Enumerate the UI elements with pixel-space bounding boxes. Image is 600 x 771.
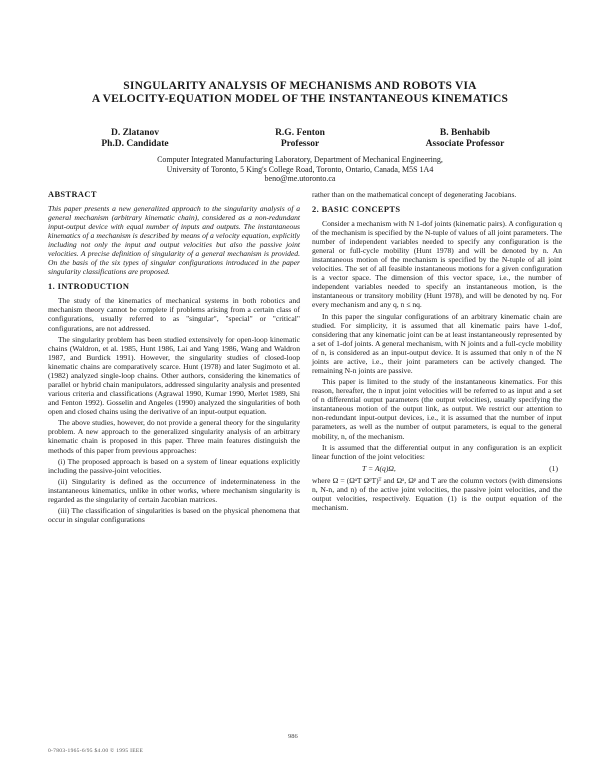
right-column: [312, 190, 562, 514]
left-column: [48, 190, 300, 527]
equation-number: (1): [549, 464, 558, 474]
equation-explanation: where Ω = (ΩᵃT ΩᵖT)ᵀ and Ωᵃ, Ωᵖ and T are the column vectors (with dimensions n, N-n, and n) of the active joint velocities, the passive joint velocities, and the output velocities, respectively. Equation (1) is the output equation of the mechanism.: [312, 476, 562, 513]
paper-title-line-1: SINGULARITY ANALYSIS OF MECHANISMS AND ROBOTS VIA: [123, 80, 477, 92]
affiliation-line-1: Computer Integrated Manufacturing Laboratory, Department of Mechanical Engineering,: [157, 155, 443, 164]
author-fenton: [225, 128, 375, 150]
page-number: 986: [288, 733, 298, 740]
continued-text: rather than on the mathematical concept of degenerating Jacobians.: [312, 190, 517, 199]
output-equation: [312, 463, 562, 474]
author-role: Professor: [280, 139, 320, 149]
author-role: Associate Professor: [425, 139, 505, 149]
equation-body: T = A(q)Ω,: [362, 464, 396, 474]
basic-concepts-heading: 2. BASIC CONCEPTS: [312, 205, 401, 215]
author-name: B. Benhabib: [439, 128, 491, 138]
author-name: D. Zlatanov: [110, 128, 160, 138]
author-benhabib: [390, 128, 540, 150]
paper-title-line-2: A VELOCITY-EQUATION MODEL OF THE INSTANTANEOUS KINEMATICS: [91, 93, 509, 105]
author-role: Ph.D. Candidate: [101, 139, 169, 149]
author-name: R.G. Fenton: [275, 128, 325, 138]
author-zlatanov: [60, 128, 210, 150]
copyright-notice: 0-7803-1965-6/95 $4.00 © 1995 IEEE: [48, 748, 144, 754]
author-list: [60, 128, 540, 150]
introduction-heading: 1. INTRODUCTION: [48, 282, 130, 292]
intro-paragraph-1: The study of the kinematics of mechanical systems in both robotics and mechanism theory cannot be complete if problems arising from a certain class of configurations, usually referred to as "singular", "special" or "critical" configurations, are not addressed.: [48, 296, 300, 333]
affiliation-line-2: University of Toronto, 5 King's College Road, Toronto, Ontario, Canada, M5S 1A4: [166, 164, 434, 174]
feature-item-iii: (iii) The classification of singularities is based on the physical phenomena that occur in singular configurations: [48, 506, 300, 525]
basic-paragraph-3: This paper is limited to the study of the instantaneous kinematics. For this reason, hereafter, the n input joint velocities will be referred to as input and a set of n differential output parameters (the output velocities), usually specifying the instantaneous motion of the output link, as output. We restrict our attention to non-redundant input-output devices, i.e., it is assumed that the number of input parameters, as well as the number of output parameters, is equal to the general mobility, n, of the mechanism.: [312, 377, 562, 441]
affiliation: [60, 155, 540, 184]
affiliation-email: beno@me.utoronto.ca: [264, 174, 336, 184]
basic-paragraph-1: Consider a mechanism with N 1-dof joints (kinematic pairs). A configuration q of the mechanism is specified by the N-tuple of values of all joint parameters. The number of independent variables needed to specify any configuration is the general or full-cycle mobility (Hunt 1978) and will be denoted by n. An instantaneous motion of the mechanism is specified by the N-tuple of all joint velocities. The set of all feasible instantaneous motions for a given configuration is a vector space. The dimension of this vector space, i.e., the number of independent variables needed to specify an instantaneous motion, is the instantaneous or transitory mobility (Hunt 1978), and will be denoted by nq. For every mechanism and any q, n ≤ nq.: [312, 219, 562, 310]
basic-paragraph-4: It is assumed that the differential output in any configuration is an explicit linear function of the joint velocities:: [312, 442, 562, 461]
abstract-text: This paper presents a new generalized approach to the singularity analysis of a general mechanism (arbitrary kinematic chain), considered as a non-redundant input-output device with equal number of inputs and outputs. The instantaneous kinematics of a mechanism is described by means of a velocity equation, explicitly including not only the input and output velocities but also the passive joint velocities. A precise definition of singularity of a general mechanism is provided. On the basis of the six types of singular configurations introduced in the paper singularity classifications are proposed.: [48, 204, 300, 277]
abstract-heading: ABSTRACT: [48, 190, 97, 199]
intro-paragraph-2: The singularity problem has been studied extensively for open-loop kinematic chains (Waldron, et al. 1985, Hunt 1986, Lai and Yang 1986, Wang and Waldron 1987, and Burdick 1991). However, the singularity studies of closed-loop kinematic chains are comparatively scarce. Hunt (1978) and later Sugimoto et al. (1982) analyzed single-loop chains. Other authors, considering the kinematics of parallel or hybrid chain manipulators, addressed singularity analysis and presented various criteria and classifications (Agrawal 1990, Kumar 1990, Merlet 1989, Shi and Fenton 1992). Gosselin and Angeles (1990) analyzed the singularities of both open and closed chains using the derivative of an input-output equation.: [48, 334, 300, 417]
basic-paragraph-2: In this paper the singular configurations of an arbitrary kinematic chain are studied. For simplicity, it is assumed that all kinematic pairs have 1-dof, considering that any kinematic joint can be at least instantaneously represented by a set of 1-dof joints. A general mechanism, with N joints and a full-cycle mobility of n, is considered as an input-output device. It is assumed that only n of the N joints are active, i.e., their joint parameters can be actively changed. The remaining N-n joints are passive.: [312, 311, 562, 375]
feature-item-i: (i) The proposed approach is based on a system of linear equations explicitly including the passive-joint velocities.: [48, 456, 300, 475]
intro-paragraph-3: The above studies, however, do not provide a general theory for the singularity problem. A new approach to the generalized singularity analysis of an arbitrary kinematic chain is proposed in this paper. Three main features distinguish the methods of this paper from previous approaches:: [48, 418, 300, 455]
feature-item-ii: (ii) Singularity is defined as the occurrence of indeterminateness in the instantaneous kinematics, unlike in other works, where mechanism singularity is regarded as the singularity of certain Jacobian matrices.: [48, 477, 300, 505]
